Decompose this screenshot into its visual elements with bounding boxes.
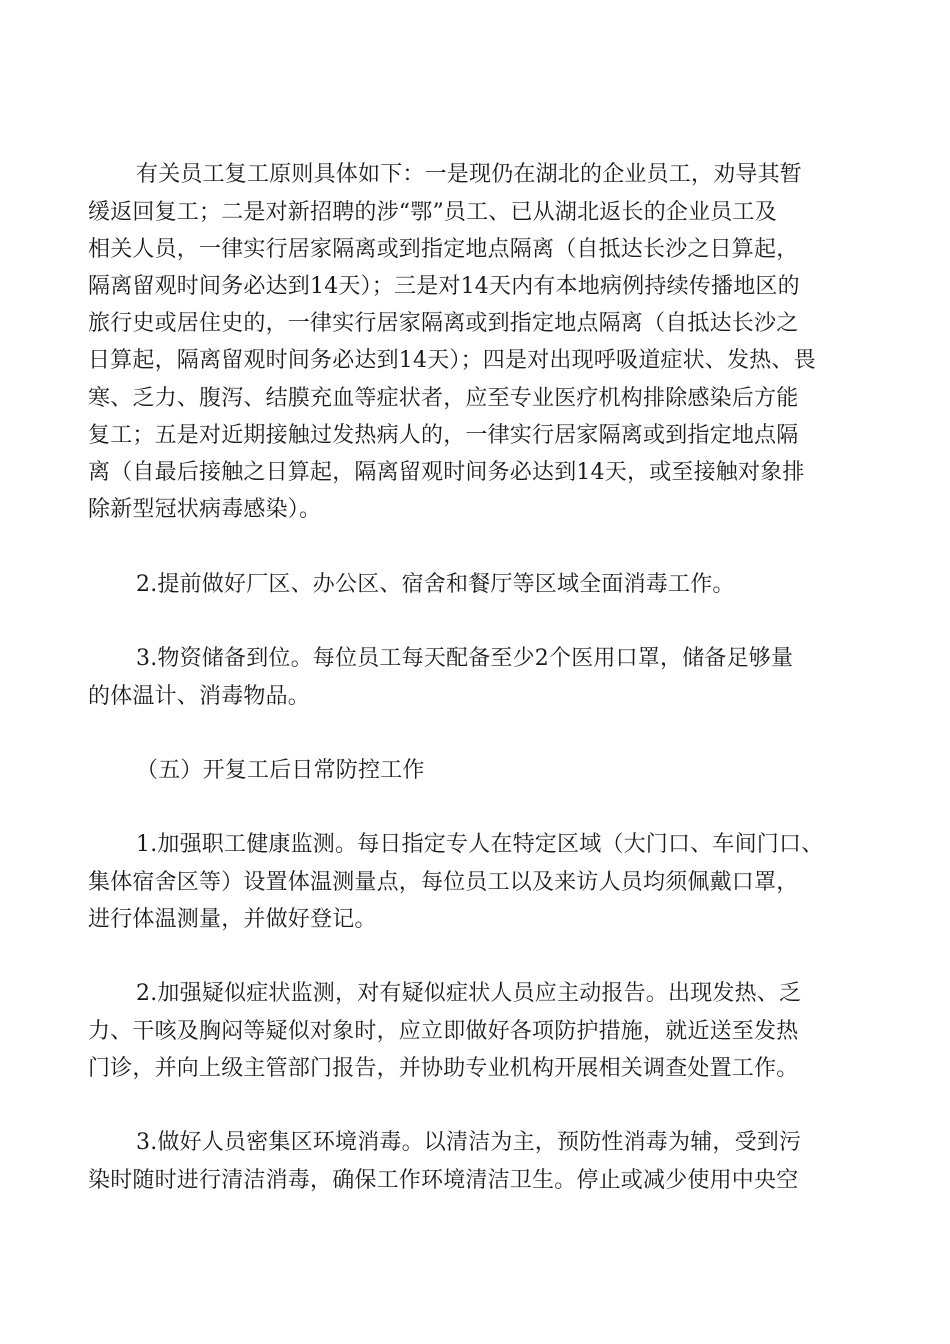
paragraph-3-line-2: 的体温计、消毒物品。 [88,684,311,709]
paragraph-3-line-1: 3.物资储备到位。每位员工每天配备至少2个医用口罩，储备足够量 [136,646,794,671]
paragraph-4-line-1: 1.加强职工健康监测。每日指定专人在特定区域（大门口、车间门口、 [136,832,824,857]
paragraph-5-line-2: 力、干咳及胸闷等疑似对象时，应立即做好各项防护措施，就近送至发热 [88,1019,799,1044]
paragraph-1-line-10: 除新型冠状病毒感染）。 [88,497,322,522]
paragraph-4-line-2: 集体宿舍区等）设置体温测量点，每位员工以及来访人员均须佩戴口罩， [88,870,799,895]
paragraph-5-line-1: 2.加强疑似症状监测，对有疑似症状人员应主动报告。出现发热、乏 [136,981,802,1006]
paragraph-6-line-2: 染时随时进行清洁消毒，确保工作环境清洁卫生。停止或减少使用中央空 [88,1168,799,1193]
paragraph-1-line-9: 离（自最后接触之日算起，隔离留观时间务必达到14天，或至接触对象排 [88,460,805,485]
paragraph-4-line-3: 进行体温测量，并做好登记。 [88,907,377,932]
paragraph-1-line-1: 有关员工复工原则具体如下：一是现仍在湖北的企业员工，劝导其暂 [136,162,803,187]
section-heading-5: （五）开复工后日常防控工作 [136,758,425,783]
paragraph-1-line-5: 旅行史或居住史的，一律实行居家隔离或到指定地点隔离（自抵达长沙之 [88,311,799,336]
paragraph-1-line-3: 相关人员，一律实行居家隔离或到指定地点隔离（自抵达长沙之日算起， [88,237,799,262]
paragraph-1-line-6: 日算起，隔离留观时间务必达到14天）；四是对出现呼吸道症状、发热、畏 [88,348,816,373]
paragraph-2-line-1: 2.提前做好厂区、办公区、宿舍和餐厅等区域全面消毒工作。 [136,572,735,597]
paragraph-1-line-2: 缓返回复工；二是对新招聘的涉“鄂”员工、已从湖北返长的企业员工及 [88,200,777,225]
paragraph-1-line-7: 寒、乏力、腹泻、结膜充血等症状者，应至专业医疗机构排除感染后方能 [88,386,799,411]
paragraph-6-line-1: 3.做好人员密集区环境消毒。以清洁为主，预防性消毒为辅，受到污 [136,1130,802,1155]
paragraph-1-line-8: 复工；五是对近期接触过发热病人的，一律实行居家隔离或到指定地点隔 [88,423,799,448]
paragraph-1-line-4: 隔离留观时间务必达到14天）；三是对14天内有本地病例持续传播地区的 [88,274,800,299]
paragraph-5-line-3: 门诊，并向上级主管部门报告，并协助专业机构开展相关调查处置工作。 [88,1056,799,1081]
